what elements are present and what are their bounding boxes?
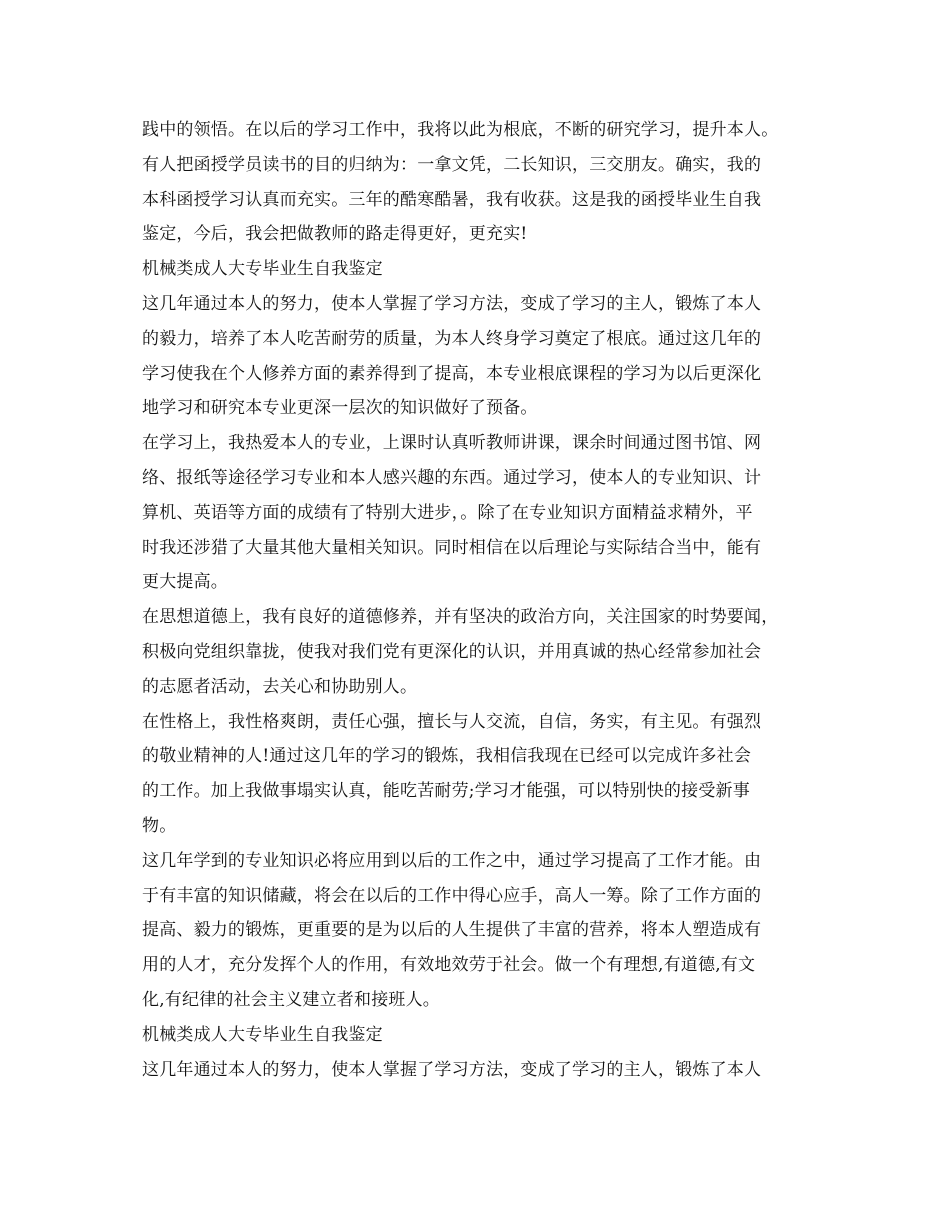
text-line: 物。 <box>142 815 177 836</box>
text-line: 鉴定，今后，我会把做教师的路走得更好，更充实! <box>142 224 528 245</box>
text-line: 用的人才，充分发挥个人的作用，有效地效劳于社会。做一个有理想,有道德,有文 <box>142 955 756 976</box>
text-line: 的敬业精神的人!通过这几年的学习的锻炼，我相信我现在已经可以完成许多社会 <box>142 746 752 767</box>
text-line: 这几年学到的专业知识必将应用到以后的工作之中，通过学习提高了工作才能。由 <box>142 850 762 871</box>
text-line: 积极向党组织靠拢，使我对我们党有更深化的认识，并用真诚的热心经常参加社会 <box>142 641 762 662</box>
text-line: 地学习和研究本专业更深一层次的知识做好了预备。 <box>142 398 538 419</box>
text-line: 时我还涉猎了大量其他大量相关知识。同时相信在以后理论与实际结合当中，能有 <box>142 537 762 558</box>
text-line: 有人把函授学员读书的目的归纳为：一拿文凭，二长知识，三交朋友。确实，我的 <box>142 154 762 175</box>
text-line: 的志愿者活动，去关心和协助别人。 <box>142 676 418 697</box>
text-line: 践中的领悟。在以后的学习工作中，我将以此为根底，不断的研究学习，提升本人。 <box>142 120 779 140</box>
section-heading: 机械类成人大专毕业生自我鉴定 <box>142 259 383 280</box>
text-line: 在思想道德上，我有良好的道德修养，并有坚决的政治方向，关注国家的时势要闻， <box>142 607 779 628</box>
text-line: 于有丰富的知识储藏，将会在以后的工作中得心应手，高人一筹。除了工作方面的 <box>142 885 762 906</box>
text-line: 算机、英语等方面的成绩有了特别大进步，。除了在专业知识方面精益求精外，平 <box>142 502 753 523</box>
text-line: 的毅力，培养了本人吃苦耐劳的质量，为本人终身学习奠定了根底。通过这几年的 <box>142 328 762 349</box>
text-line: 化,有纪律的社会主义建立者和接班人。 <box>142 989 441 1010</box>
text-line: 提高、毅力的锻炼，更重要的是为以后的人生提供了丰富的营养，将本人塑造成有 <box>142 920 762 941</box>
section-heading: 机械类成人大专毕业生自我鉴定 <box>142 1024 383 1045</box>
text-line: 本科函授学习认真而充实。三年的酷寒酷暑，我有收获。这是我的函授毕业生自我 <box>142 189 762 210</box>
text-line: 这几年通过本人的努力，使本人掌握了学习方法，变成了学习的主人，锻炼了本人 <box>142 293 762 314</box>
text-line: 的工作。加上我做事塌实认真，能吃苦耐劳;学习才能强，可以特别快的接受新事 <box>142 781 750 802</box>
text-line: 在学习上，我热爱本人的专业，上课时认真听教师讲课，课余时间通过图书馆、网 <box>142 433 762 454</box>
text-line: 这几年通过本人的努力，使本人掌握了学习方法，变成了学习的主人，锻炼了本人 <box>142 1059 762 1080</box>
document-body <box>142 113 822 1087</box>
text-line: 学习使我在个人修养方面的素养得到了提高，本专业根底课程的学习为以后更深化 <box>142 363 762 384</box>
text-line: 更大提高。 <box>142 572 228 593</box>
text-line: 在性格上，我性格爽朗，责任心强，擅长与人交流，自信，务实，有主见。有强烈 <box>142 711 762 732</box>
text-line: 络、报纸等途径学习专业和本人感兴趣的东西。通过学习，使本人的专业知识、计 <box>142 467 762 488</box>
